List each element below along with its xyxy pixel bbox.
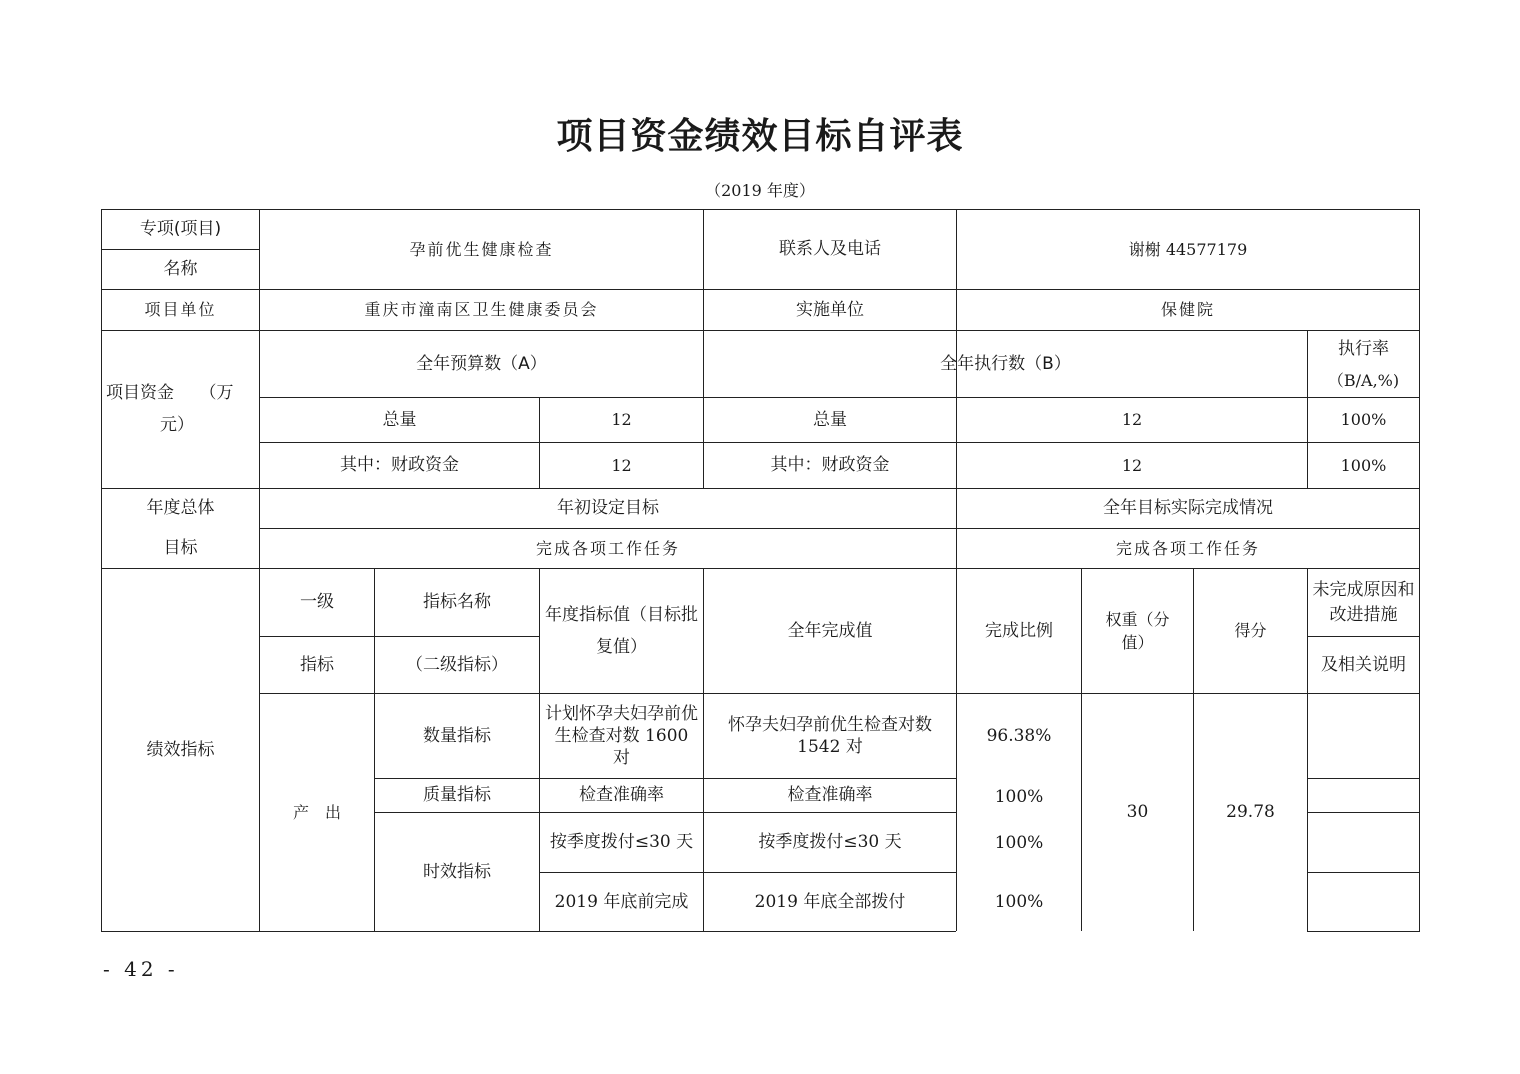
timeliness-ratio-1: 100% xyxy=(994,832,1044,853)
impl-unit-value: 保健院 xyxy=(1160,300,1215,320)
rate-fiscal-value: 100% xyxy=(1340,455,1387,475)
output-level1: 产 出 xyxy=(292,802,341,822)
actual-goal-label: 全年目标实际完成情况 xyxy=(1103,498,1273,519)
exec-fiscal-value: 12 xyxy=(1121,455,1143,475)
quality-target: 检查准确率 xyxy=(579,785,664,806)
timeliness-ratio-2: 100% xyxy=(994,891,1044,912)
annual-goal-label: 年度总体 xyxy=(146,498,215,519)
budget-a-label: 全年预算数（A） xyxy=(416,353,547,374)
reason-label: 未完成原因和改进措施 xyxy=(1312,579,1415,625)
rate-label: 执行率 xyxy=(1338,338,1389,359)
level1-label-2: 指标 xyxy=(300,654,334,675)
level1-label: 一级 xyxy=(300,592,334,613)
timeliness-actual-1: 按季度拨付≤30 天 xyxy=(758,832,902,853)
project-name-value: 孕前优生健康检查 xyxy=(409,239,554,259)
page-number: - 42 - xyxy=(103,957,179,981)
initial-goal-label: 年初设定目标 xyxy=(557,498,659,519)
contact-value: 谢榭 44577179 xyxy=(1128,239,1248,259)
rate-label-2: （B/A,%) xyxy=(1327,371,1400,391)
timeliness-target-2: 2019 年底前完成 xyxy=(554,891,689,912)
output-weight: 30 xyxy=(1126,802,1149,823)
timeliness-actual-2: 2019 年底全部拨付 xyxy=(754,891,906,912)
quality-indicator: 质量指标 xyxy=(423,785,491,806)
output-score: 29.78 xyxy=(1226,802,1275,823)
quality-ratio: 100% xyxy=(994,786,1044,807)
quantity-ratio: 96.38% xyxy=(986,725,1052,746)
project-unit-label: 项目单位 xyxy=(144,300,217,320)
project-unit-value: 重庆市潼南区卫生健康委员会 xyxy=(364,300,599,320)
initial-goal-value: 完成各项工作任务 xyxy=(535,538,680,558)
funds-label: 项目资金 （万 xyxy=(106,382,234,403)
quality-actual: 检查准确率 xyxy=(787,785,873,806)
score-label: 得分 xyxy=(1234,621,1267,641)
budget-fiscal-label: 其中：财政资金 xyxy=(340,455,459,476)
document-title: 项目资金绩效目标自评表 xyxy=(556,116,964,157)
year-label: （2019 年度） xyxy=(705,181,815,200)
project-name-label-2: 名称 xyxy=(163,259,198,280)
quantity-actual: 怀孕夫妇孕前优生检查对数 1542 对 xyxy=(728,714,932,757)
quantity-indicator: 数量指标 xyxy=(423,725,491,746)
budget-fiscal-value: 12 xyxy=(611,455,632,475)
reason-label-2: 及相关说明 xyxy=(1321,654,1406,675)
contact-label: 联系人及电话 xyxy=(779,239,881,260)
exec-b-label: 全年执行数（B） xyxy=(940,353,1071,374)
project-name-label: 专项(项目) xyxy=(139,219,222,240)
actual-goal-value: 完成各项工作任务 xyxy=(1115,538,1260,558)
budget-total-label: 总量 xyxy=(382,409,417,430)
weight-label: 权重（分值） xyxy=(1105,609,1170,652)
exec-total-label: 总量 xyxy=(813,409,847,430)
actual-value-label: 全年完成值 xyxy=(787,620,873,641)
impl-unit-label: 实施单位 xyxy=(796,299,864,320)
perf-indicator-label: 绩效指标 xyxy=(146,739,215,760)
timeliness-target-1: 按季度拨付≤30 天 xyxy=(549,832,694,853)
rate-total-value: 100% xyxy=(1340,410,1387,430)
indicator-name-label: 指标名称 xyxy=(423,592,491,613)
target-value-label: 年度指标值（目标批复值） xyxy=(545,604,698,657)
annual-goal-label-2: 目标 xyxy=(163,538,198,559)
exec-fiscal-label: 其中：财政资金 xyxy=(770,455,890,476)
ratio-label: 完成比例 xyxy=(985,620,1053,641)
exec-total-value: 12 xyxy=(1121,410,1143,430)
timeliness-indicator: 时效指标 xyxy=(423,861,491,882)
quantity-target: 计划怀孕夫妇孕前优生检查对数 1600 对 xyxy=(545,703,698,769)
funds-label-2: 元） xyxy=(160,414,194,435)
indicator-name-label-2: （二级指标） xyxy=(406,654,508,675)
budget-total-value: 12 xyxy=(611,410,632,430)
